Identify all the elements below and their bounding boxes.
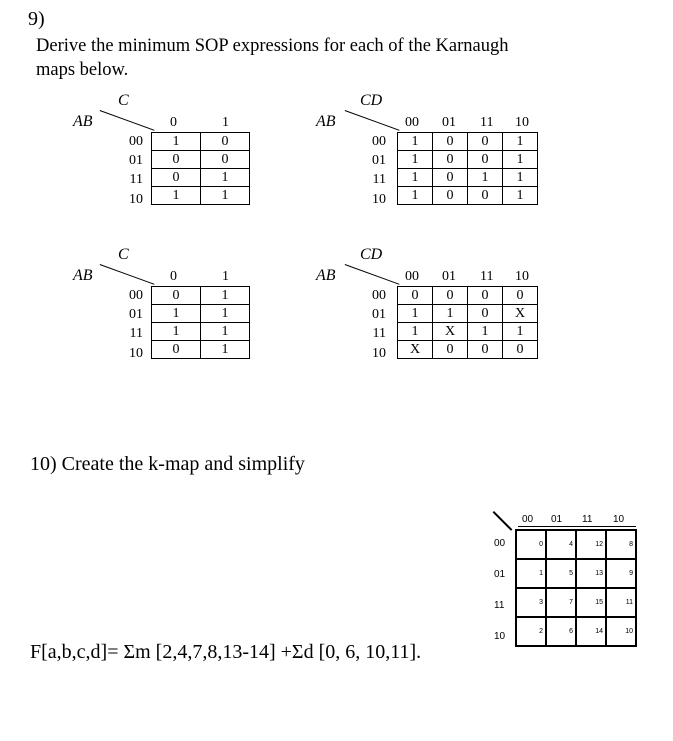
kmap-3-cell: 0 — [152, 341, 201, 359]
kmap-2-row-var: AB — [316, 113, 336, 130]
kmap-10-cell-index: 14 — [595, 628, 603, 635]
kmap-3-cell: 1 — [201, 305, 250, 323]
kmap-4-row-var: AB — [316, 267, 336, 284]
kmap-2-col-label: 00 — [405, 115, 419, 130]
kmap-4-cell: 1 — [433, 305, 468, 323]
kmap-10-cell-index: 12 — [595, 541, 603, 548]
kmap-2-cell: 1 — [503, 187, 538, 205]
kmap-4-diagonal — [345, 264, 400, 285]
kmap-10-cell — [576, 530, 606, 559]
kmap-10-cell-index: 8 — [629, 541, 633, 548]
kmap-10-cell — [576, 617, 606, 646]
kmap-1-cell: 0 — [152, 169, 201, 187]
kmap-2-cell: 0 — [468, 133, 503, 151]
kmap-2-cell: 1 — [468, 169, 503, 187]
kmap-1-cell: 1 — [201, 187, 250, 205]
kmap-10-cell-index: 0 — [539, 541, 543, 548]
kmap-10-cell — [606, 588, 636, 617]
kmap-2-col-var: CD — [360, 92, 383, 109]
kmap-4-grid — [397, 286, 538, 359]
kmap-10-cell — [576, 588, 606, 617]
kmap-3-row-var: AB — [73, 267, 93, 284]
kmap-1-row-label: 10 — [129, 192, 143, 207]
kmap-1-grid — [151, 132, 250, 205]
kmap-2-cell: 1 — [398, 187, 433, 205]
kmap-2-row-label: 11 — [372, 172, 386, 187]
kmap-4-cell: X — [433, 323, 468, 341]
kmap-1-col-var: C — [118, 92, 129, 109]
kmap-10-cell — [516, 617, 546, 646]
kmap-3-col-label: 1 — [222, 269, 229, 284]
kmap-4-col-label: 01 — [442, 269, 456, 284]
kmap-10-cell — [546, 617, 576, 646]
kmap-10-col-label: 01 — [551, 514, 563, 525]
kmap-4-cell: 1 — [398, 305, 433, 323]
kmap-10-cell — [606, 617, 636, 646]
kmap-2-cell: 0 — [433, 151, 468, 169]
kmap-10-row-label: 01 — [494, 569, 506, 580]
kmap-10-cell-index: 7 — [569, 599, 573, 606]
kmap-3-cell: 1 — [152, 305, 201, 323]
kmap-2-col-label: 10 — [515, 115, 529, 130]
kmap-2-diagonal — [345, 110, 400, 131]
kmap-10-cell — [576, 559, 606, 588]
kmap-4-cell: 1 — [398, 323, 433, 341]
kmap-2-row-label: 10 — [372, 192, 386, 207]
kmap-1-cell: 0 — [152, 151, 201, 169]
kmap-10-cell — [546, 530, 576, 559]
kmap-2-row-label: 00 — [372, 134, 386, 149]
kmap-10-cell-index: 5 — [569, 570, 573, 577]
kmap-4-col-label: 00 — [405, 269, 419, 284]
kmap-1-cell: 1 — [152, 133, 201, 151]
kmap-10-cell — [516, 559, 546, 588]
kmap-4-row-label: 10 — [372, 346, 386, 361]
kmap-3-cell: 1 — [152, 323, 201, 341]
kmap-1-cell: 1 — [201, 169, 250, 187]
kmap-2-cell: 1 — [503, 133, 538, 151]
kmap-2-cell: 0 — [468, 187, 503, 205]
kmap-10-cell — [516, 530, 546, 559]
kmap-4-row-label: 00 — [372, 288, 386, 303]
kmap-4-cell: 0 — [468, 305, 503, 323]
kmap-10-col-label: 00 — [522, 514, 534, 525]
kmap-10-cell — [606, 559, 636, 588]
kmap-1-cell: 0 — [201, 133, 250, 151]
kmap-10-cell-index: 6 — [569, 628, 573, 635]
problem-9-number: 9) — [28, 8, 45, 30]
kmap-3-diagonal — [100, 264, 155, 285]
kmap-3-cell: 0 — [152, 287, 201, 305]
kmap-10-cell-index: 13 — [595, 570, 603, 577]
kmap-1-row-label: 00 — [129, 134, 143, 149]
kmap-10-header-line — [518, 526, 636, 527]
kmap-2-cell: 0 — [433, 169, 468, 187]
kmap-2-cell: 1 — [503, 169, 538, 187]
kmap-2-cell: 1 — [398, 133, 433, 151]
kmap-2-cell: 0 — [433, 133, 468, 151]
kmap-2-row-label: 01 — [372, 153, 386, 168]
kmap-10-row-label: 11 — [494, 600, 505, 611]
kmap-4-col-label: 11 — [480, 269, 494, 284]
kmap-2-grid — [397, 132, 538, 205]
kmap-2-cell: 1 — [503, 151, 538, 169]
kmap-1-col-label: 0 — [170, 115, 177, 130]
kmap-10-row-label: 00 — [494, 538, 506, 549]
kmap-4-cell: 0 — [503, 341, 538, 359]
kmap-4-cell: 0 — [468, 287, 503, 305]
kmap-1-col-label: 1 — [222, 115, 229, 130]
kmap-4-row-label: 01 — [372, 307, 386, 322]
kmap-3-row-label: 00 — [129, 288, 143, 303]
kmap-4-cell: 0 — [503, 287, 538, 305]
kmap-10-cell-index: 10 — [625, 628, 633, 635]
problem-10-formula: F[a,b,c,d]= Σm [2,4,7,8,13-14] +Σd [0, 6, 10,11]. — [30, 641, 422, 663]
kmap-2-col-label: 11 — [480, 115, 494, 130]
kmap-1-diagonal — [100, 110, 155, 131]
kmap-3-row-label: 01 — [129, 307, 143, 322]
kmap-3-row-label: 11 — [129, 326, 143, 341]
kmap-10-cell — [546, 559, 576, 588]
kmap-2-cell: 0 — [433, 187, 468, 205]
kmap-4-cell: 0 — [433, 287, 468, 305]
kmap-10-cell-index: 1 — [539, 570, 543, 577]
kmap-1-cell: 1 — [152, 187, 201, 205]
kmap-4-col-label: 10 — [515, 269, 529, 284]
kmap-4-row-label: 11 — [372, 326, 386, 341]
kmap-3-cell: 1 — [201, 341, 250, 359]
problem-9-instruction-line-2: maps below. — [36, 60, 129, 80]
kmap-4-cell: 0 — [433, 341, 468, 359]
kmap-3-cell: 1 — [201, 323, 250, 341]
problem-10-title: 10) Create the k-map and simplify — [30, 453, 305, 475]
kmap-2-cell: 1 — [398, 169, 433, 187]
kmap-3-cell: 1 — [201, 287, 250, 305]
kmap-4-cell: X — [503, 305, 538, 323]
kmap-1-row-label: 01 — [129, 153, 143, 168]
kmap-10-cell — [606, 530, 636, 559]
kmap-10-cell-index: 2 — [539, 628, 543, 635]
kmap-10-cell-index: 9 — [629, 570, 633, 577]
kmap-1-row-label: 11 — [129, 172, 143, 187]
kmap-4-cell: 1 — [468, 323, 503, 341]
kmap-10-diagonal — [493, 511, 513, 531]
kmap-10-col-label: 11 — [582, 514, 593, 525]
kmap-10-cell-index: 11 — [625, 599, 633, 606]
kmap-3-row-label: 10 — [129, 346, 143, 361]
kmap-2-cell: 0 — [468, 151, 503, 169]
kmap-4-cell: 0 — [468, 341, 503, 359]
kmap-3-col-var: C — [118, 246, 129, 263]
kmap-2-cell: 1 — [398, 151, 433, 169]
kmap-10-col-label: 10 — [613, 514, 625, 525]
kmap-10-cell-index: 4 — [569, 541, 573, 548]
kmap-3-grid — [151, 286, 250, 359]
kmap-10-cell — [546, 588, 576, 617]
kmap-4-cell: 1 — [503, 323, 538, 341]
kmap-10-cell-index: 15 — [595, 599, 603, 606]
kmap-4-col-var: CD — [360, 246, 383, 263]
kmap-10-grid — [515, 529, 637, 647]
kmap-4-cell: X — [398, 341, 433, 359]
kmap-1-row-var: AB — [73, 113, 93, 130]
kmap-3-col-label: 0 — [170, 269, 177, 284]
kmap-2-col-label: 01 — [442, 115, 456, 130]
kmap-10-row-label: 10 — [494, 631, 506, 642]
kmap-10-cell — [516, 588, 546, 617]
kmap-4-cell: 0 — [398, 287, 433, 305]
kmap-1-cell: 0 — [201, 151, 250, 169]
kmap-10-cell-index: 3 — [539, 599, 543, 606]
problem-9-instruction-line-1: Derive the minimum SOP expressions for each of the Karnaugh — [36, 36, 509, 56]
